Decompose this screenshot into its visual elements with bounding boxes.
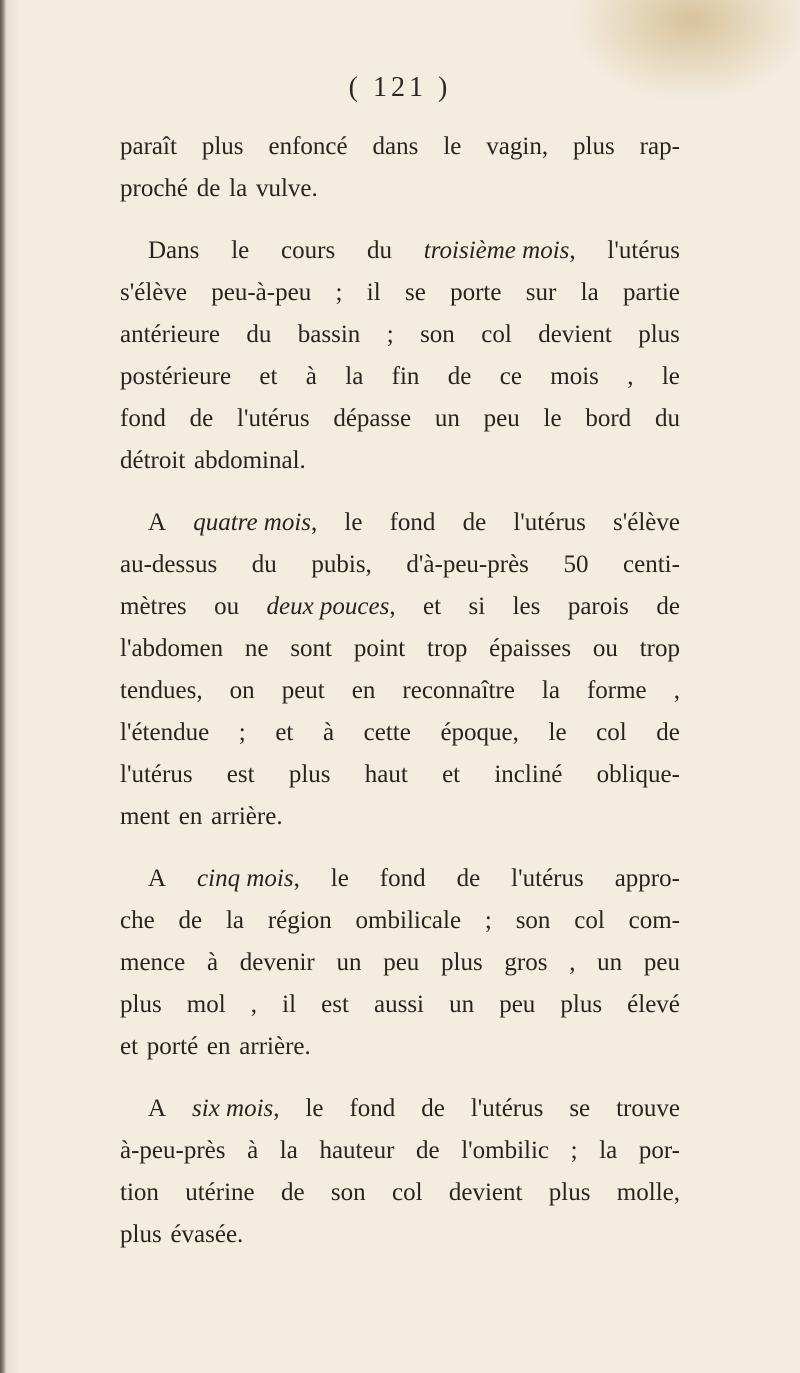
text-line: mètres ou deux pouces, et si les parois de xyxy=(120,593,680,620)
paragraph-5 xyxy=(120,1088,680,1256)
text-line: tion utérine de son col devient plus molle, xyxy=(120,1179,680,1206)
text-line: postérieure et à la fin de ce mois , le xyxy=(120,363,680,390)
text-line: ment en arrière. xyxy=(120,803,283,830)
text-line: Dans le cours du troisième mois, l'utérus xyxy=(148,237,680,264)
text-line: mence à devenir un peu plus gros , un peu xyxy=(120,949,680,976)
text-line: l'abdomen ne sont point trop épaisses ou trop xyxy=(120,635,680,662)
text-line: l'utérus est plus haut et incliné oblique- xyxy=(120,761,680,788)
text-line: proché de la vulve. xyxy=(120,175,318,202)
text-line: fond de l'utérus dépasse un peu le bord du xyxy=(120,405,680,432)
text-line: au-dessus du pubis, d'à-peu-près 50 centi- xyxy=(120,551,680,578)
text-line: détroit abdominal. xyxy=(120,447,306,474)
text-line: paraît plus enfoncé dans le vagin, plus rap- xyxy=(120,133,680,160)
text-line: A six mois, le fond de l'utérus se trouve xyxy=(148,1095,680,1122)
body-text xyxy=(120,126,680,1256)
text-line: plus mol , il est aussi un peu plus élevé xyxy=(120,991,680,1018)
text-line: et porté en arrière. xyxy=(120,1033,311,1060)
text-line: tendues, on peut en reconnaître la forme , xyxy=(120,677,680,704)
text-line: l'étendue ; et à cette époque, le col de xyxy=(120,719,680,746)
paragraph-3 xyxy=(120,502,680,838)
text-line: A cinq mois, le fond de l'utérus appro- xyxy=(148,865,680,892)
text-line: A quatre mois, le fond de l'utérus s'élève xyxy=(148,509,680,536)
text-line: à-peu-près à la hauteur de l'ombilic ; la por- xyxy=(120,1137,680,1164)
page-number: ( 121 ) xyxy=(348,72,452,103)
text-line: s'élève peu-à-peu ; il se porte sur la partie xyxy=(120,279,680,306)
text-line: antérieure du bassin ; son col devient plus xyxy=(120,321,680,348)
paragraph-1 xyxy=(120,126,680,210)
text-line: plus évasée. xyxy=(120,1221,244,1248)
text-line: che de la région ombilicale ; son col com- xyxy=(120,907,680,934)
page-binding-edge xyxy=(0,0,6,1373)
paragraph-2 xyxy=(120,230,680,482)
paragraph-4 xyxy=(120,858,680,1068)
